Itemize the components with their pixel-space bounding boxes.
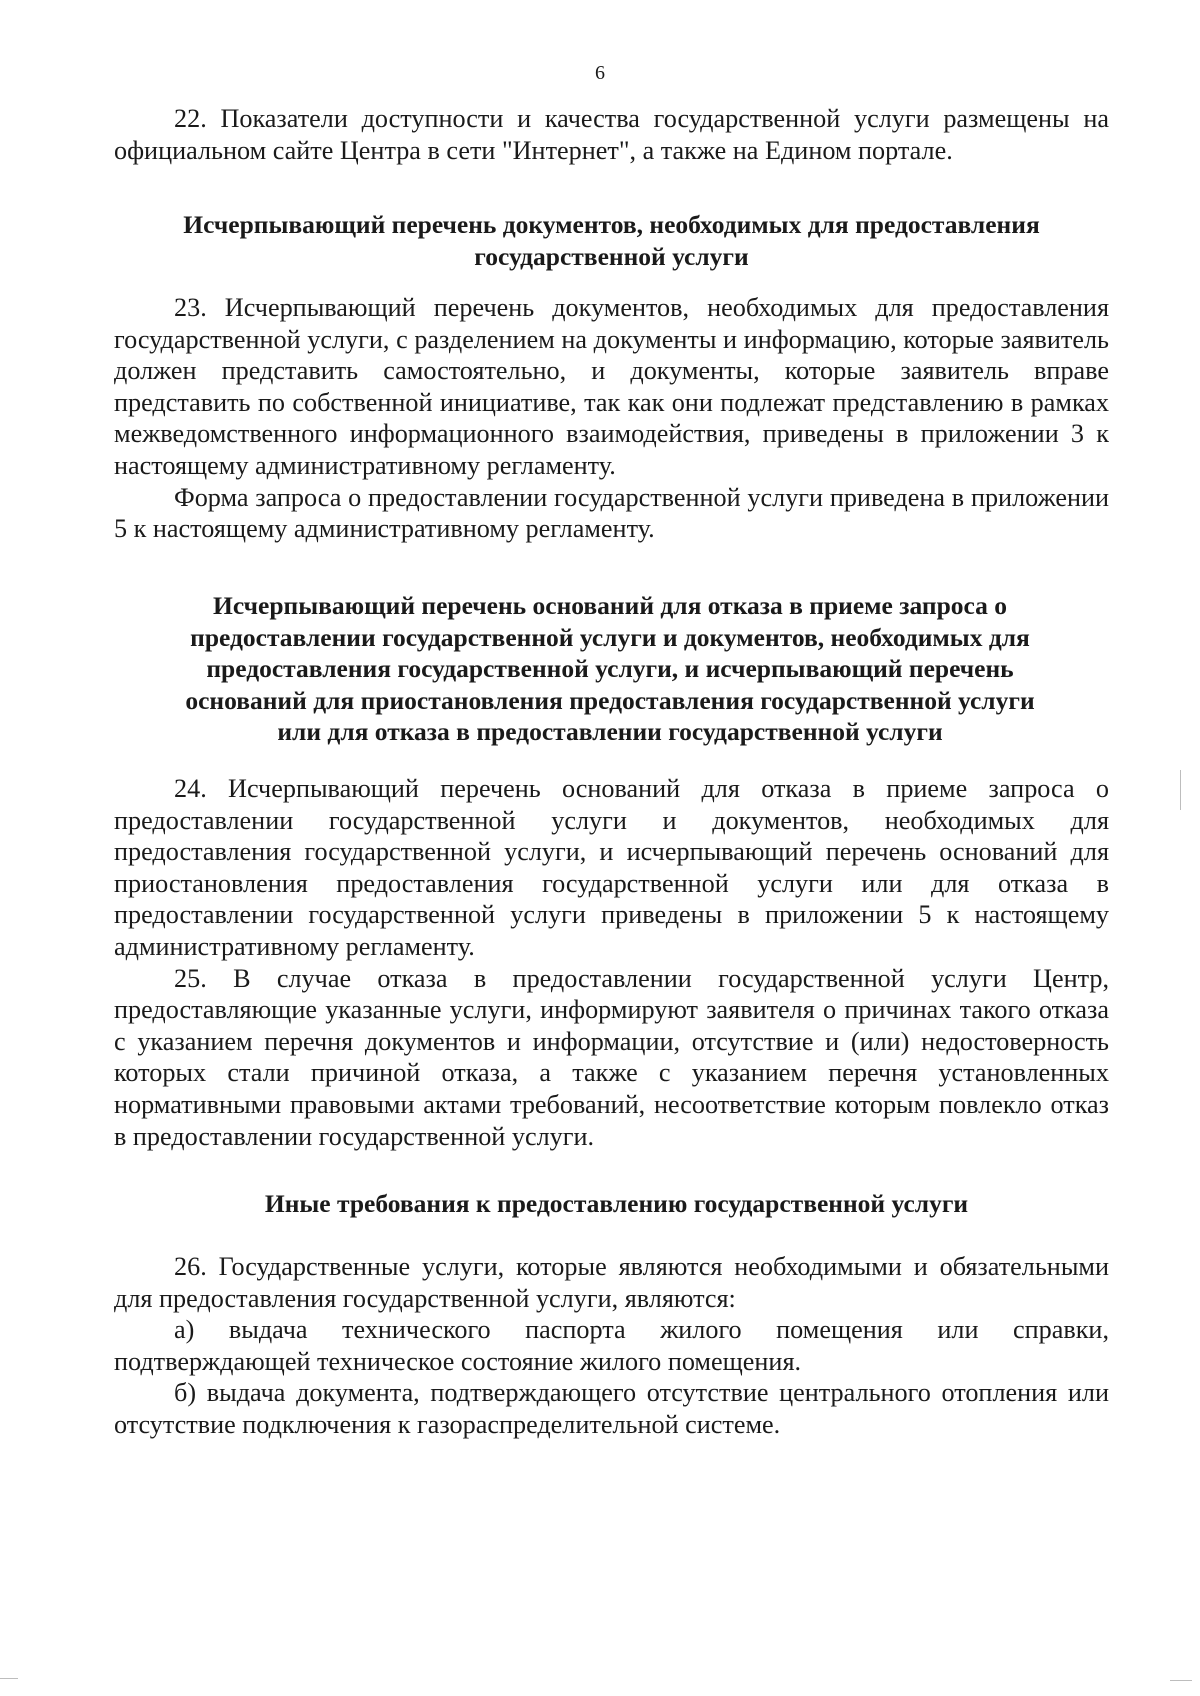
section-heading-refusal (180, 590, 1040, 748)
section-26 (114, 1251, 1109, 1441)
paragraph-25: 25. В случае отказа в предоставлении государственной услуги Центр, предоставляющие указанные услуги, информируют заявителя о причинах такого отказа с указанием перечня документов и информации, отсутствие и (или) недостоверность которых стали причиной отказа, а также с указанием перечня установленных нормативными правовыми актами требований, несоответствие которым повлекло отказ в предоставлении государственной услуги. (114, 963, 1109, 1151)
scan-edge-mark (1170, 1680, 1192, 1681)
paragraph-23-form: Форма запроса о предоставлении государственной услуги приведена в приложении 5 к настоящему административному регламенту. (114, 482, 1109, 544)
section-24-25 (114, 773, 1109, 1152)
scan-edge-mark (1180, 770, 1181, 810)
scan-edge-mark (0, 1678, 18, 1679)
page-number: 6 (595, 62, 605, 84)
paragraph-22: 22. Показатели доступности и качества государственной услуги размещены на официальном сайте Центра в сети "Интернет", а также на Едином портале. (114, 104, 1109, 165)
section-heading-other (114, 1188, 1109, 1220)
section-heading-documents (114, 209, 1109, 272)
section-23 (114, 292, 1109, 545)
paragraph-24: 24. Исчерпывающий перечень оснований для отказа в приеме запроса о предоставлении государственной услуги и документов, необходимых для предоставления государственной услуги, и исчерпывающий перечень оснований для приостановления предоставления государственной услуги или для отказа в предоставлении государственной услуги приведены в приложении 5 к настоящему административному регламенту. (114, 774, 1109, 961)
paragraph-26: 26. Государственные услуги, которые являются необходимыми и обязательными для предоставления государственной услуги, являются: (114, 1252, 1109, 1313)
section-22 (114, 103, 1109, 166)
paragraph-26-a: а) выдача технического паспорта жилого помещения или справки, подтверждающей техническое состояние жилого помещения. (114, 1315, 1109, 1376)
heading-other-requirements: Иные требования к предоставлению государственной услуги (264, 1189, 969, 1218)
paragraph-26-b: б) выдача документа, подтверждающего отсутствие центрального отопления или отсутствие подключения к газораспределительной системе. (114, 1378, 1109, 1439)
heading-refusal: Исчерпывающий перечень оснований для отказа в приеме запроса о предоставлении государственной услуги и документов, необходимых для предоставления государственной услуги, и исчерпывающий перечень оснований для приостановления предоставления государственной услуги или для отказа в предоставлении государственной услуги (185, 591, 1035, 747)
paragraph-23: 23. Исчерпывающий перечень документов, необходимых для предоставления государственной услуги, с разделением на документы и информацию, которые заявитель должен представить самостоятельно, и документы, которые заявитель вправе представить по собственной инициативе, так как они подлежат представлению в рамках межведомственного информационного взаимодействия, приведены в приложении 3 к настоящему административному регламенту. (114, 293, 1109, 480)
heading-documents: Исчерпывающий перечень документов, необходимых для предоставления государственной услуги (183, 210, 1040, 271)
